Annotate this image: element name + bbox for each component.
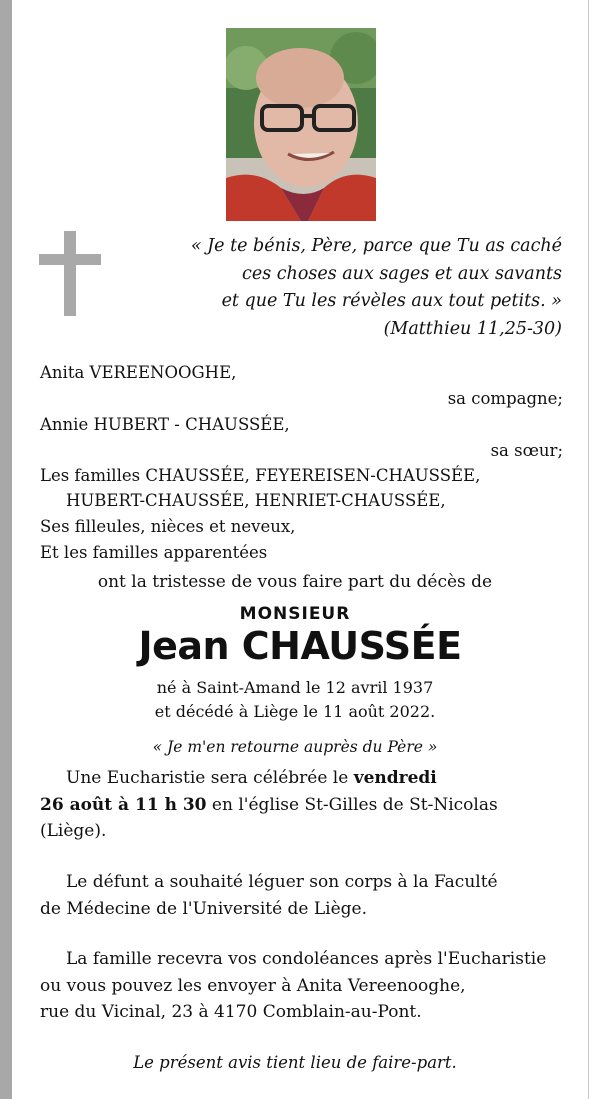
donation-line-2: de Médecine de l'Université de Liège. [40, 898, 368, 919]
sister-role: sa sœur; [490, 441, 563, 460]
donation-paragraph [40, 869, 570, 922]
death-line: et décédé à Liège le 11 août 2022. [154, 702, 436, 721]
companion-role: sa compagne; [447, 389, 563, 408]
right-border-line [588, 0, 589, 1099]
condolences-line-1: La famille recevra vos condoléances après l'Eucharistie [66, 949, 547, 969]
quote-line: « Je te bénis, Père, parce que Tu as caché [190, 236, 562, 256]
mass-day: vendredi [353, 768, 437, 788]
companion-name: Anita VEREENOOGHE, [40, 363, 237, 382]
quote-reference: (Matthieu 11,25-30) [383, 318, 562, 339]
sister-name: Annie HUBERT - CHAUSSÉE, [40, 415, 290, 434]
families-line-2: HUBERT-CHAUSSÉE, HENRIET-CHAUSSÉE, [66, 491, 446, 510]
condolences-paragraph [40, 946, 570, 1026]
donation-line-1: Le défunt a souhaité léguer son corps à la Faculté [66, 872, 498, 892]
cross-icon [39, 231, 101, 316]
mass-location: en l'église St-Gilles de St-Nicolas [206, 794, 498, 815]
bible-quote [122, 233, 562, 343]
godchildren-line: Ses filleules, nièces et neveux, [40, 517, 296, 536]
birth-line: né à Saint-Amand le 12 avril 1937 [156, 678, 434, 697]
honorific: MONSIEUR [239, 604, 351, 624]
quote-line: ces choses aux sages et aux savants [242, 263, 562, 284]
families-line-1: Les familles CHAUSSÉE, FEYEREISEN-CHAUSSÉE, [40, 466, 481, 485]
portrait-photo [226, 28, 376, 221]
quote-line: et que Tu les révèles aux tout petits. » [221, 291, 562, 311]
left-margin-bar [0, 0, 12, 1099]
related-families-line: Et les familles apparentées [40, 543, 268, 562]
mass-paragraph [40, 765, 570, 845]
mass-text: Une Eucharistie sera célébrée le [66, 768, 354, 788]
announcement-line: ont la tristesse de vous faire part du décès de [97, 572, 493, 592]
footer-note: Le présent avis tient lieu de faire-part. [133, 1053, 457, 1072]
deceased-name: Jean CHAUSSÉE [138, 624, 462, 668]
mass-datetime: 26 août à 11 h 30 [40, 794, 207, 815]
condolences-line-2: ou vous pouvez les envoyer à Anita Vereenooghe, [40, 975, 466, 996]
motto: « Je m'en retourne auprès du Père » [152, 738, 438, 756]
condolences-line-3: rue du Vicinal, 23 à 4170 Comblain-au-Pont. [40, 1002, 422, 1022]
mass-city: (Liège). [40, 821, 107, 841]
